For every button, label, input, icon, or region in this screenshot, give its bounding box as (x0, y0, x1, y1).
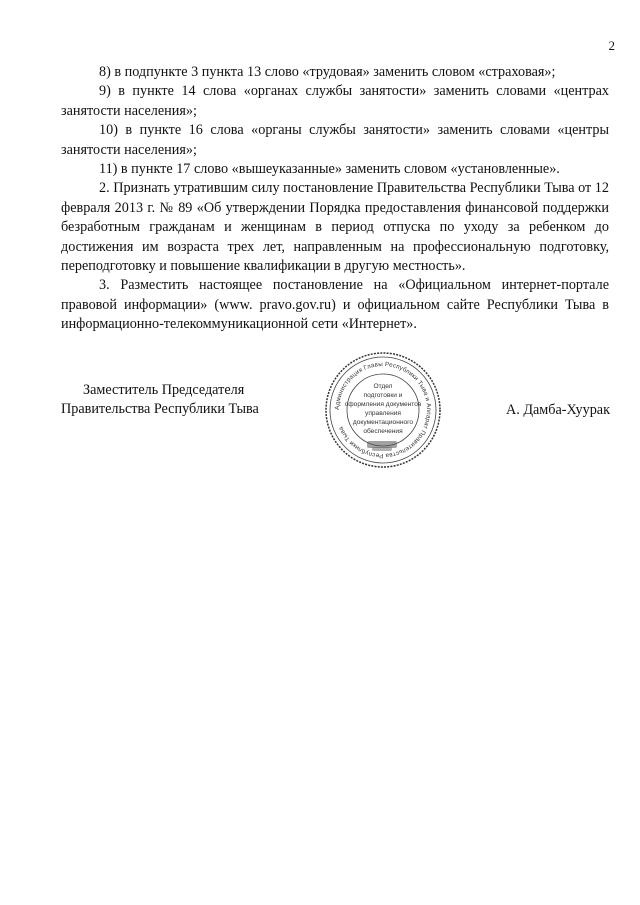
seal-center-line-3: оформления документов (344, 401, 422, 408)
seal-center-line-1: Отдел (373, 383, 393, 390)
seal-center-line-6: обеспечения (363, 428, 403, 435)
signatory-title-line-2: Правительства Республики Тыва (61, 401, 259, 418)
signatory-name: А. Дамба-Хуурак (505, 402, 610, 418)
paragraph-point-3: 3. Разместить настоящее постановление на «Официальном интернет-портале правовой информации» (www. pravo.gov.ru) и официальном сайте Республики Тыва в информационно-телекоммуникационной сети «Интернет». (61, 277, 609, 333)
paragraph-point-2: 2. Признать утратившим силу постановление Правительства Республики Тыва от 12 февраля 2013 г. № 89 «Об утверждении Порядка предоставления финансовой поддержки безработным гражданам и женщинам в период отпуска по уходу за ребенком до достижения им возраста трех лет, направленным на профессиональную подготовку, переподготовку и повышение квалификации в другую местность». (61, 180, 609, 275)
seal-center-line-5: документационного (352, 419, 414, 426)
signatory-position (61, 381, 259, 420)
document-body (61, 63, 609, 335)
seal-center-line-2: подготовки и (363, 392, 403, 399)
paragraph-item-9: 9) в пункте 14 слова «органах службы занятости» заменить словами «центрах занятости населения»; (61, 83, 609, 119)
seal-ring-text: Администрация Главы Республики Тыва и Аппарат Правительства Республики Тыва (333, 360, 433, 460)
paragraph-item-8: 8) в подпункте 3 пункта 13 слово «трудовая» заменить словом «страховая»; (99, 64, 556, 80)
official-seal (312, 351, 454, 469)
paragraph-item-10: 10) в пункте 16 слова «органы службы занятости» заменить словами «центры занятости населения»; (61, 122, 609, 158)
signatory-title-line-1: Заместитель Председателя (83, 382, 245, 398)
seal-ink-blot (367, 441, 397, 451)
page-number: 2 (608, 38, 615, 53)
seal-center-line-4: управления (365, 410, 401, 417)
paragraph-item-11: 11) в пункте 17 слово «вышеуказанные» заменить словом «установленные». (99, 161, 560, 178)
seal-graphic (312, 351, 454, 469)
